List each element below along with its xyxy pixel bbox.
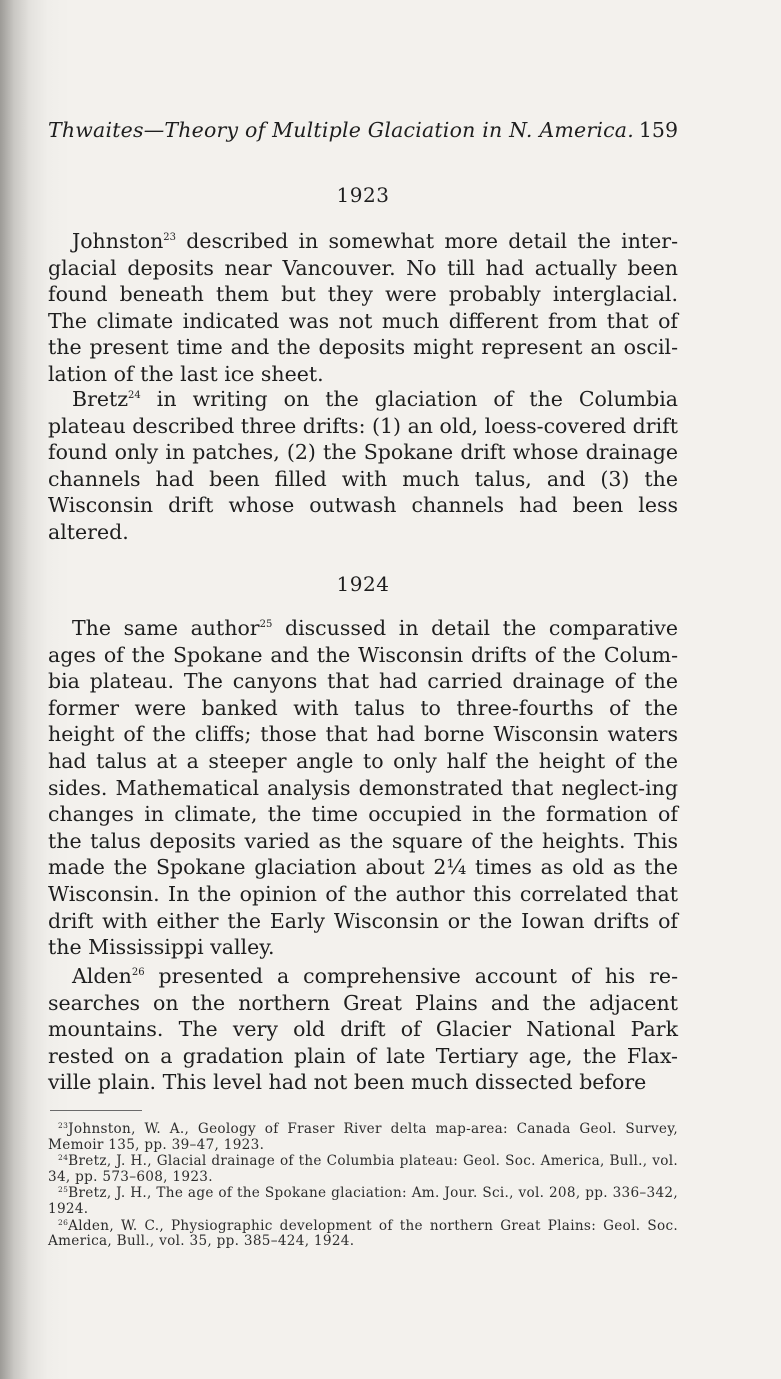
paragraph-johnston: Johnston$^{23}$ described in somewhat more detail the inter-glacial deposits near Vancouver. No till had actually been found beneath them but they were probably interglacial. The climate indicated was not much different from that of the present time and the deposits might represent an oscil-lation of the last ice sheet. xyxy=(48,229,678,386)
footnote-ref-23: 23 xyxy=(163,232,177,243)
paragraph-alden: Alden$^{26}$ presented a comprehensive account of his re-searches on the northern Great Plains and the adjacent mountains. The very old drift of Glacier National Park rested on a gradation plain of late Tertiary age, the Flax-ville plain. This level had not been much dissected before xyxy=(48,964,678,1095)
paragraph-same-author: The same author$^{25}$ discussed in detail the comparative ages of the Spokane and the Wisconsin drifts of the Colum-bia plateau. The canyons that had carried drainage of the former were banked with talus to three-fourths of the height of the cliffs; those that had borne Wisconsin waters had talus at a steeper angle to only half the height of the sides. Mathematical analysis demonstrated that neglect-ing changes in climate, the time occupied in the formation of the talus deposits varied as the square of the heights. This made the Spokane glaciation about 2¼ times as old as the Wisconsin. In the opinion of the author this correlated that drift with either the Early Wisconsin or the Iowan drifts of the Mississippi valley. xyxy=(48,616,678,960)
section-year-1923: 1923 xyxy=(336,183,390,207)
footnote-26: $^{26}$Alden, W. C., Physiographic development of the northern Great Plains: Geol. Soc. America, Bull., vol. 35, pp. 385–424, 1924. xyxy=(48,1217,678,1250)
footnote-24: $^{24}$Bretz, J. H., Glacial drainage of the Columbia plateau: Geol. Soc. America, Bull., vol. 34, pp. 573–608, 1923. xyxy=(48,1153,678,1185)
running-head xyxy=(48,118,678,144)
paragraph-bretz: Bretz$^{24}$ in writing on the glaciation of the Columbia plateau described three drifts: (1) an old, loess-covered drift found only in patches, (2) the Spokane drift whose drainage channels had been filled with much talus, and (3) the Wisconsin drift whose outwash channels had been less altered. xyxy=(48,387,678,544)
footnote-divider xyxy=(50,1110,142,1111)
footnote-25: $^{25}$Bretz, J. H., The age of the Spokane glaciation: Am. Jour. Sci., vol. 208, pp. 336–342, 1924. xyxy=(48,1185,678,1217)
footnote-23: $^{23}$Johnston, W. A., Geology of Fraser River delta map-area: Canada Geol. Survey, Memoir 135, pp. 39–47, 1923. xyxy=(48,1121,678,1153)
footnote-ref-24: 24 xyxy=(128,390,141,401)
page-number: 159 xyxy=(638,118,678,142)
footnotes xyxy=(48,1122,678,1251)
footnote-ref-25: 25 xyxy=(259,619,273,630)
footnote-ref-26: 26 xyxy=(131,967,145,978)
section-year-1924: 1924 xyxy=(336,572,390,596)
running-head-title: Thwaites—Theory of Multiple Glaciation in N. America. xyxy=(48,118,634,142)
